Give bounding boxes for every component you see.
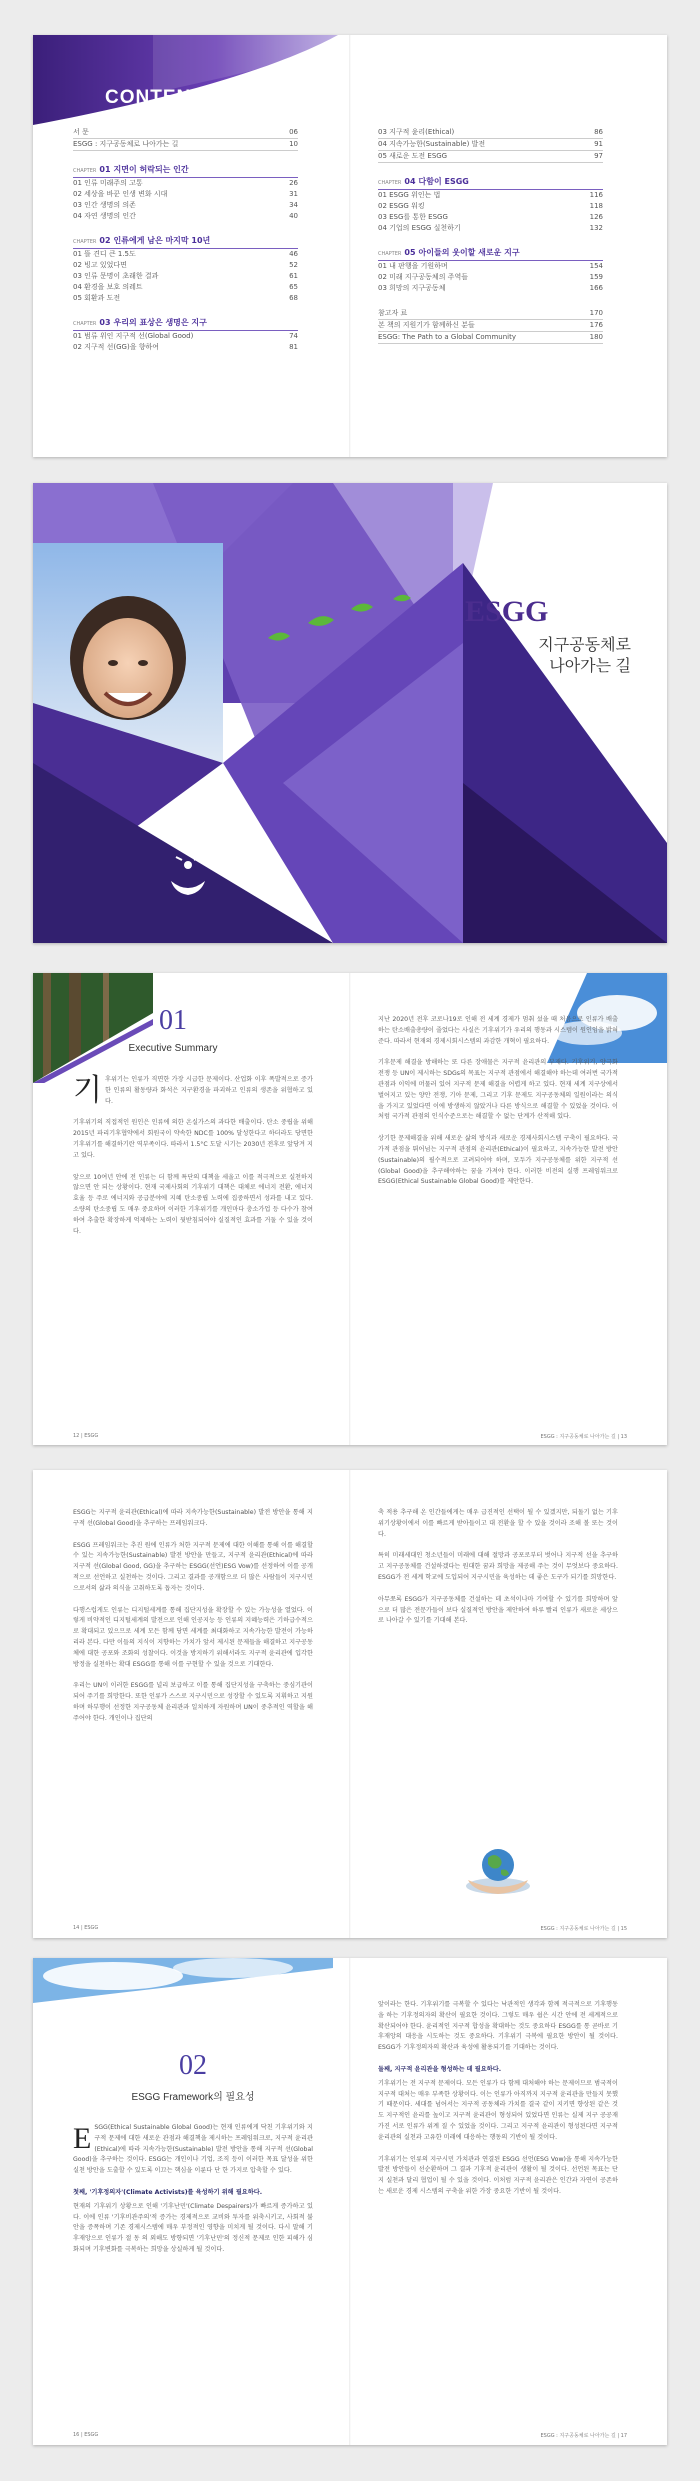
toc-entry-title: ESGG : 지구공동체로 나아가는 길 bbox=[73, 140, 179, 148]
chapter-title: 지면이 허락되는 인간 bbox=[113, 165, 189, 174]
toc-entry-title: 01 내 판행을 기원하며 bbox=[378, 262, 448, 270]
toc-chapter-heading bbox=[378, 175, 603, 190]
framework-spread bbox=[33, 1958, 667, 2445]
toc-chapter-heading bbox=[378, 246, 603, 261]
toc-entry bbox=[378, 139, 603, 151]
toc-entry-title: 04 기업의 ESGG 실천하기 bbox=[378, 224, 461, 232]
toc-entry-page: 31 bbox=[289, 190, 298, 198]
right-column-text bbox=[378, 2000, 618, 2209]
toc-entry bbox=[73, 139, 298, 151]
toc-entry-page: 81 bbox=[289, 343, 298, 351]
toc-entry-page: 176 bbox=[589, 321, 603, 329]
toc-entry bbox=[73, 293, 298, 304]
left-column-text bbox=[73, 1075, 313, 1248]
chapter-number: 05 bbox=[404, 248, 416, 257]
toc-entry bbox=[378, 308, 603, 320]
left-column-text bbox=[73, 2123, 313, 2267]
toc-left-column bbox=[73, 127, 298, 353]
toc-entry-title: 04 환경을 보호 의레트 bbox=[73, 283, 143, 291]
toc-entry-title: 01 범류 위인 지구적 선(Global Good) bbox=[73, 332, 194, 340]
toc-entry-page: 116 bbox=[589, 191, 603, 199]
toc-entry-page: 65 bbox=[289, 283, 298, 291]
cover-artwork bbox=[33, 483, 667, 943]
cover-subtitle-line2: 나아가는 길 bbox=[549, 658, 631, 675]
body-text-spread bbox=[33, 1470, 667, 1938]
toc-entry bbox=[378, 283, 603, 294]
contents-title: CONTENTS bbox=[105, 87, 218, 108]
toc-entry-page: 10 bbox=[289, 140, 298, 148]
toc-spacer bbox=[378, 294, 603, 308]
toc-entry bbox=[73, 178, 298, 189]
toc-entry bbox=[73, 249, 298, 260]
chapter-title: 아이들의 웃이할 새로운 지구 bbox=[418, 248, 520, 257]
toc-entry-page: 34 bbox=[289, 201, 298, 209]
toc-entry bbox=[73, 331, 298, 342]
paragraph: 상기한 문제해결을 위해 새로운 삶의 방식과 새로운 경제사회시스템 구축이 필요하다. 국가적 관점을 뛰어넘는 지구적 관점의 윤리관(Ethical)이 필요하고, 지속가능한 발전 방안(Sustainable)의 필수적으로 고려되어야 하며, 모두가 지구공동체를 위한 지구적 선(Global Good)을 추구해야하는 꿈을 가져야 한다. 이러한 비전의 실행 프레임워크로 ESGG(Ethical Sustainable Global Good)를 제안한다. bbox=[378, 1135, 618, 1186]
paragraph: SGG(Ethical Sustainable Global Good)는 현재 인류에게 닥친 기후위기와 지구적 문제에 대한 새로운 관점과 해결책을 제시하는 프레임워크로, 지구적 윤리관(Ethical)에 따라 지속가능한(Sustainable) 발전 방안을 통해 지구적 선(Global Good)을 추구하는 것이다. ESGG는 개인이나 기업, 조직 등이 이러한 목표 달성을 위한 실천 방안을 도출할 수 있도록 이끄는 핵심을 이룬다 단 한 가지로 압축할 수 있다. bbox=[73, 2124, 313, 2175]
drop-cap: E bbox=[73, 2122, 92, 2155]
folio-right: ESGG : 지구공동체로 나아가는 길 | 17 bbox=[540, 2433, 627, 2439]
toc-entry-title: ESGG: The Path to a Global Community bbox=[378, 333, 516, 341]
toc-entry-title: 03 희망의 지구공동체 bbox=[378, 284, 446, 292]
paragraph: 특히 미래세대인 청소년들이 미래에 대해 절망과 공포로부터 벗어나 지구적 선을 추구하고 지구공동체를 건설하겠다는 원대한 꿈과 희망을 제공해 주는 것이 무엇보다 중요하다. ESGG가 전 세계 학교에 도입되어 지구시민을 육성하는 데 좋은 도구가 되기를 희망한다. bbox=[378, 1552, 618, 1581]
paragraph: ESGG 프레임워크는 추진 원에 인류가 처한 지구적 문제에 대한 이해를 통해 이를 해결할 수 있는 지속가능한(Sustainable) 발전 방안을 만들고, 지구적 윤리관(Ethical)에 따라 지구적 선(Global Good, GG)을 추구하는 ESGG(선언)ESG Vow)를 선정하여 이를 공개적으로 선언하고 실천하는 것이다. 그리고 결과를 공개함으로 더 많은 사람들이 지구시민으로서의 삶과 의식을 고취하도록 돕자는 것이다. bbox=[73, 1541, 313, 1592]
toc-entry-title: 02 빙고 있었다면 bbox=[73, 261, 127, 269]
paragraph: 아무쪼록 ESGG가 지구공동체를 건설하는 데 초석이나마 기여할 수 있기를 희망하며 앞으로 더 많은 전문가들이 보다 실질적인 방안을 제안하여 하루 빨리 인류가 새로운 세상으로 나아갈 수 있기를 기대해 본다. bbox=[378, 1595, 618, 1625]
drop-cap: 기 bbox=[73, 1074, 102, 1107]
toc-chapter-heading bbox=[73, 316, 298, 331]
toc-entry bbox=[73, 342, 298, 353]
toc-entry-title: 03 인간 생명의 의존 bbox=[73, 201, 136, 209]
subheading: 둘째, 지구적 윤리관을 형성하는 데 필요하다. bbox=[378, 2065, 502, 2073]
cover-title: ESGG bbox=[465, 595, 549, 628]
toc-entry bbox=[378, 127, 603, 139]
folio-left: 16 | ESGG bbox=[73, 2432, 99, 2438]
toc-entry-page: 159 bbox=[589, 273, 603, 281]
paragraph: 앞이라는 한다. 기후위기를 극복할 수 있다는 낙관적인 생각과 함께 적극적으로 기후행동을 하는 기후정의자의 확산이 필요한 것이다. 그렇도 매우 쉽은 시간 안에 전 세계적으로 확산되어야 한다. 윤리적인 지구적 합성을 확대하는 것도 중요하다 ESGG를 통 곧바로 기후재앙의 대응을 시도하는 것도 중요하다. 기후위기 극복에 필요한 방안이 될 것이다. ESGG가 기후정의자의 확산과 육성에 활용되기를 기대하는 것이다. bbox=[378, 2001, 618, 2052]
cover-subtitle-line1: 지구공동체로 bbox=[538, 637, 631, 654]
folio-left: 14 | ESGG bbox=[73, 1925, 99, 1931]
toc-entry bbox=[73, 260, 298, 271]
toc-entry bbox=[73, 127, 298, 139]
toc-entry bbox=[378, 151, 603, 163]
toc-entry-page: 132 bbox=[589, 224, 603, 232]
right-column-text bbox=[378, 1508, 618, 1638]
toc-right-column bbox=[378, 127, 603, 344]
chapter-number: 04 bbox=[404, 177, 416, 186]
toc-entry-title: 03 인류 문명이 초래한 결과 bbox=[73, 272, 159, 280]
section-number: 02 bbox=[179, 2050, 207, 2081]
toc-entry-title: 05 회환과 도전 bbox=[73, 294, 121, 302]
toc-chapter-heading bbox=[73, 234, 298, 249]
toc-entry-title: 02 ESGG 워킹 bbox=[378, 202, 425, 210]
section-number: 01 bbox=[159, 1005, 187, 1036]
toc-entry-page: 166 bbox=[589, 284, 603, 292]
chapter-label: CHAPTER bbox=[73, 321, 97, 327]
chapter-title: 인류에게 남은 마지막 10년 bbox=[113, 236, 211, 245]
toc-entry-title: 02 세상을 바꾼 인생 변화 시대 bbox=[73, 190, 168, 198]
toc-entry-page: 06 bbox=[289, 128, 298, 136]
paragraph: 기후위기는 인류의 지구시민 가치관과 연결된 ESGG 선언(ESG Vow)을 통해 지속가능한 발전 방안들이 선순환하며 그 결과 기후적 윤리관이 생활이 될 것이다. 선언된 목표는 단지 실천과 달리 협업이 될 수 있을 것이다. 이처럼 지구적 윤리관은 인간과 자연이 공존하는 새로운 경제 시스템의 구축을 위한 가장 중요한 기반이 될 것이다. bbox=[378, 2155, 618, 2195]
toc-entry-title: 03 ESG를 통한 ESGG bbox=[378, 213, 448, 221]
toc-entry bbox=[73, 271, 298, 282]
toc-entry-page: 26 bbox=[289, 179, 298, 187]
section-title: ESGG Framework의 필요성 bbox=[131, 2092, 255, 2103]
toc-entry-page: 91 bbox=[594, 140, 603, 148]
toc-entry bbox=[378, 272, 603, 283]
paragraph: 후위기는 인류가 직면한 가장 시급한 문제이다. 산업화 이후 폭발적으로 증가한 인류의 활동량과 화석은 지구환경을 파괴하고 인류의 생존을 위협하고 있다. bbox=[104, 1076, 313, 1105]
toc-entry bbox=[378, 201, 603, 212]
chapter-label: CHAPTER bbox=[378, 180, 402, 186]
paragraph: 기후위기는 전 지구적 문제이다. 모든 인류가 다 함께 대처해야 하는 문제이므로 범국적이 지구적 대처는 매우 부족한 상황이다. 이는 인류가 아직까지 지구적 윤리관을 만들지 못했기 때문이다. 세대를 넘어서는 지구적 공동체라 가치를 결국 같이 지키면 향상된 같은 것도 지구적인 윤리를 높이고 지구적 윤리관이 형성되어 있었다면 인류는 실제 지구 공공재 가진 서로 인류가 위계 질 수 있었을 것이다. 그리고 지구적 윤리관이 형성된다면 지구적 윤리관의 실천과 고유한 미래에 대응하는 행동의 기반이 될 것이다. bbox=[378, 2079, 618, 2141]
section-title: Executive Summary bbox=[128, 1043, 218, 1054]
folio-right: ESGG : 지구공동체로 나아가는 길 | 15 bbox=[540, 1926, 627, 1932]
chapter-number: 01 bbox=[99, 165, 111, 174]
toc-entry-title: 04 자연 생명의 인간 bbox=[73, 212, 136, 220]
toc-chapter-heading bbox=[73, 163, 298, 178]
chapter-title: 다함이 ESGG bbox=[418, 177, 469, 186]
chapter-number: 02 bbox=[99, 236, 111, 245]
executive-summary-spread bbox=[33, 973, 667, 1445]
toc-entry bbox=[378, 212, 603, 223]
sky-top-left-image bbox=[33, 1958, 333, 2003]
toc-entry-title: 02 지구적 선(GG)을 향하여 bbox=[73, 343, 159, 351]
toc-entry-title: 02 미래 지구공동체의 주역들 bbox=[378, 273, 468, 281]
toc-entry bbox=[73, 211, 298, 222]
toc-entry-title: 01 ESGG 위인는 법 bbox=[378, 191, 441, 199]
paragraph: 우리는 UN이 이러한 ESGG를 널리 보급하고 이를 통해 집단지성을 구축하는 중심기관이 되어 주기를 희망한다. 또한 인류가 스스로 지구시민으로 성장할 수 있도록 지휘하고 지원하며 하부행이 선정한 지구공동체 윤리관과 일치하게 자원하며 UN이 중추적인 역할을 해 주어야 한다. 개인이나 집단의 bbox=[73, 1682, 313, 1722]
chapter-label: CHAPTER bbox=[73, 239, 97, 245]
paragraph: 축 적용 추구해 온 인간들에게는 매우 급진적인 선택이 될 수 있겠지만, 되돌기 없는 기후위기상황이에서 이를 빠르게 받아들이고 대 전환을 할 수 있을 것이라 조해 볼 또는 것이다. bbox=[378, 1509, 618, 1538]
paragraph: 현재의 기후위기 상황으로 인해 '기후난민'(Climate Despairers)가 빠르게 증가하고 있다. 이에 인류 '기후비관주의'적 증가는 경제적으로 교비와 투자를 위축시키고, 사회적 불안을 증폭하며 기존 경제시스템에 매우 부정적인 영향을 미치게 될 것이다. 다시 말해 기후재앙으로 인류가 절 동 의 외해도 방향되면 '기후난민'의 정신적 문제로 인한 피해가 심화되며 기후변화를 극복하는 희망을 상실하게 될 것이다. bbox=[73, 2202, 313, 2253]
toc-entry-title: 04 지속가능한(Sustainable) 발전 bbox=[378, 140, 486, 148]
paragraph-break bbox=[73, 2177, 313, 2188]
toc-entry-title: 05 새로운 도전 ESGG bbox=[378, 152, 448, 160]
cover-subtitle bbox=[471, 635, 631, 677]
toc-entry-page: 86 bbox=[594, 128, 603, 136]
toc-entry bbox=[73, 189, 298, 200]
toc-entry-title: 본 책의 지원기가 함께하신 분들 bbox=[378, 321, 475, 329]
toc-entry-title: 01 뜰 견디 큰 1.5도 bbox=[73, 250, 136, 258]
folio-left: 12 | ESGG bbox=[73, 1433, 99, 1439]
paragraph: 기후위기의 직접적인 원인은 인류에 의한 온실가스의 과다한 배출이다. 탄소 중립을 위해 2015년 파리기후협약에서 회원국이 약속한 NDC를 100% 달성한다고 하더라도 당면한 기후위기를 해결하기란 역부족이다. 따라서 1.5°C 도달 시기는 2030년 전후로 앞당겨 지고 있다. bbox=[73, 1119, 313, 1159]
toc-entry bbox=[378, 261, 603, 272]
toc-entry-page: 68 bbox=[289, 294, 298, 302]
toc-entry-page: 46 bbox=[289, 250, 298, 258]
chapter-number: 03 bbox=[99, 318, 111, 327]
toc-entry-title: 03 지구적 윤리(Ethical) bbox=[378, 128, 455, 136]
toc-entry-page: 40 bbox=[289, 212, 298, 220]
left-column-text bbox=[73, 1508, 313, 1736]
paragraph: 다행스럽게도 인류는 디지털세계를 통해 집단지성을 확장할 수 있는 가능성을 열었다. 이렇게 비약적인 디지털세계의 발전으로 인해 인공지능 등 인류의 지혜능력은 기하급수적으로 확대되고 있으므로 세계 모든 함께 당면 세계를 최대화하고 지속가능한 발전이 가능하리라 본다. 다만 이들의 지식이 지향하는 가치가 앞서 제시된 문제들을 해결하고 지구공동체에 대한 공포와 조화의 성찰이다. 이것을 방지하기 위해서라도 지구적 윤리관에 입각한 방정을 실천하는 확대 ESGG를 통해 이를 구현할 수 있을 것으로 기대한다. bbox=[73, 1606, 313, 1668]
toc-entry bbox=[378, 190, 603, 201]
paragraph: ESGG는 지구적 윤리관(Ethical)에 따라 지속가능한(Sustainable) 발전 방안을 통해 지구적 선(Global Good)을 추구하는 프레임워크다. bbox=[73, 1509, 313, 1527]
paragraph: 앞으로 10여년 안에 전 인류는 더 함께 특단의 대책을 세울고 이를 적극적으로 실천하지 않으면 안 되는 상황이다. 현재 국제사회의 기후위기 대책은 대체로 에너지 전환, 에너지 효율 등 주로 에너지와 공급분야에 지혜 탄소중립 노력에 집중하면서 성과를 내고 있다. 소량의 탄소중립 도 매우 중요하며 이러한 기후위기를 개인마다 충소가업 등 다수가 참여하여 추출한 확장하게 억제하는 노력이 뒷받침되어야 실질적인 효과를 거둘 수 있을 것이다. bbox=[73, 1173, 313, 1235]
chapter-label: CHAPTER bbox=[378, 251, 402, 257]
toc-entry bbox=[378, 223, 603, 234]
toc-entry-page: 118 bbox=[589, 202, 603, 210]
toc-entry-title: 서 문 bbox=[73, 128, 89, 136]
toc-entry-page: 170 bbox=[589, 309, 603, 317]
toc-entry bbox=[73, 282, 298, 293]
toc-entry-page: 180 bbox=[589, 333, 603, 341]
toc-entry-page: 154 bbox=[589, 262, 603, 270]
chapter-title: 우리의 표상은 생명은 지구 bbox=[113, 318, 207, 327]
toc-entry-page: 126 bbox=[589, 213, 603, 221]
toc-entry-title: 01 인류 미래주의 고통 bbox=[73, 179, 143, 187]
toc-entry-page: 97 bbox=[594, 152, 603, 160]
toc-entry-page: 52 bbox=[289, 261, 298, 269]
paragraph: 지난 2020년 전후 코로나19로 인해 전 세계 경제가 멈춰 섰을 때 처음으로 인류가 배출하는 탄소배출총량이 줄었다는 사실은 기후위기가 우리의 행동과 시스템이 원인임을 밝혀준다. 따라서 현재의 경제시회시스템의 과감한 개혁이 필요하다. bbox=[378, 1016, 618, 1045]
chapter-label: CHAPTER bbox=[73, 168, 97, 174]
contents-page bbox=[33, 35, 667, 457]
toc-entry-page: 61 bbox=[289, 272, 298, 280]
toc-entry-title: 참고자 료 bbox=[378, 309, 408, 317]
folio-right: ESGG : 지구공동체로 나아가는 길 | 13 bbox=[540, 1434, 627, 1440]
paragraph-break bbox=[73, 1107, 313, 1118]
toc-entry bbox=[378, 332, 603, 344]
hands-earth-image bbox=[463, 1840, 533, 1895]
toc-entry bbox=[378, 320, 603, 332]
toc-entry bbox=[73, 200, 298, 211]
paragraph: 기후문제 해결을 방해하는 또 다른 장애물은 지구적 윤리관의 부재다. 기후위기, 양극화 전쟁 등 UN이 제시하는 SDGs의 목표는 지구적 관점에서 해결해야 하는데 여러번 국가적 관점과 이익에 머물러 있어 지구적 문제 해결을 어렵게 하고 있다. 현재 세계 지구상에서 벌어지고 있는 양안 전쟁, 기아 문제, 그리고 기후 문제도 지구공동체의 일원이라는 의식을 가지고 있었다면 이에 방생하지 않았거나 다른 방식으로 해결할 수 있었을 것이다. 이처럼 국가적 관점의 인식수준으로는 해결할 수 없는 단계가 산적해 있다. bbox=[378, 1059, 618, 1121]
subheading: 첫째, '기후정의자'(Climate Activists)를 육성하기 위해 필요하다. bbox=[73, 2188, 263, 2196]
toc-entry-page: 74 bbox=[289, 332, 298, 340]
right-column-text bbox=[378, 1015, 618, 1199]
section-cover-page bbox=[33, 483, 667, 943]
